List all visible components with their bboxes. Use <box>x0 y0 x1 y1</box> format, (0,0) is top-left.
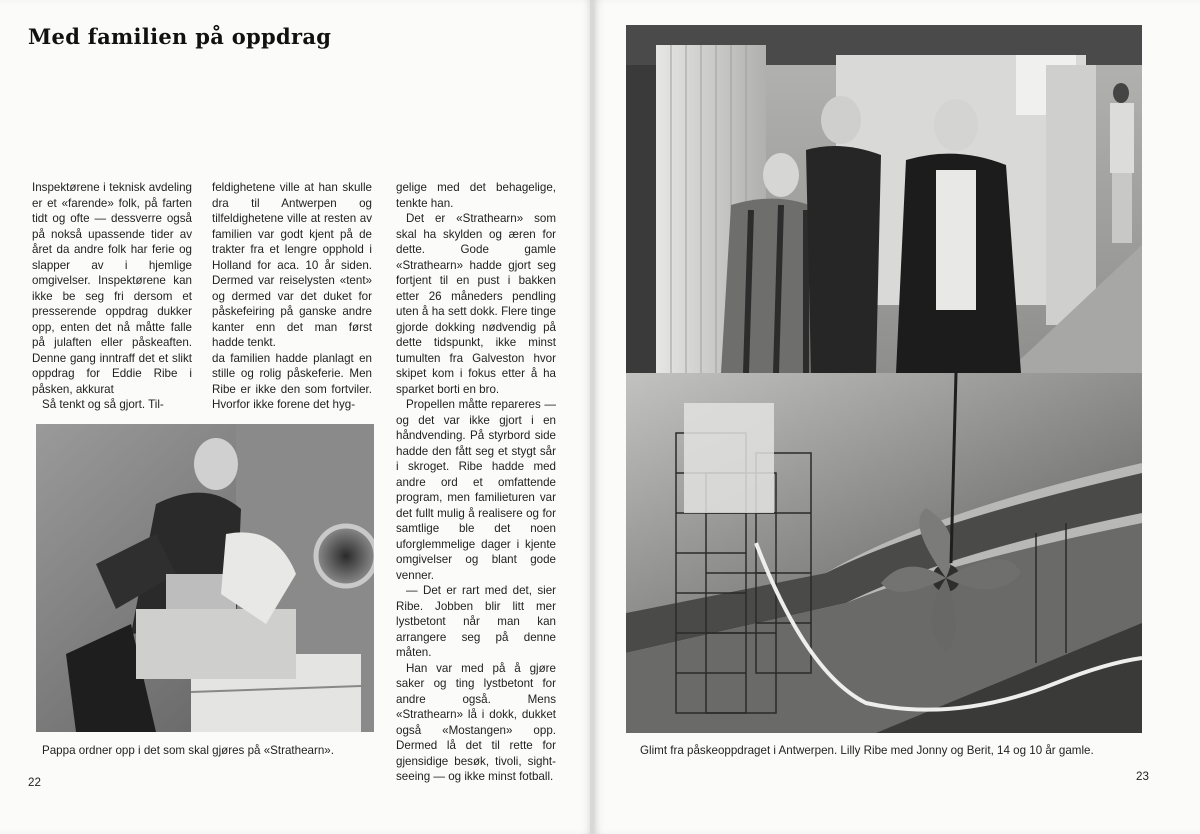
paragraph: Propellen måtte repareres — og det var ikke gjort i en håndvending. På styrbord side hadde den fått seg et stygt sår i skroget. Ribe hadde med andre ord et omfattende program, men familieturen var det fullt mulig å realisere og for samtlige ble det noen uforglemmelige dager i kjente omgivelser og blant gode venner. <box>396 398 556 582</box>
text-column-1 <box>32 180 192 413</box>
text-column-3 <box>396 180 556 785</box>
text-column-2 <box>212 180 372 413</box>
photo-propeller-drydock <box>626 373 1142 733</box>
photo-family-portrait <box>626 25 1142 373</box>
paragraph: da familien hadde planlagt en stille og rolig påskeferie. Men Ribe er ikke den som fortviler. Hvorfor ikke forene det hyg- <box>212 351 372 411</box>
left-page <box>0 0 592 834</box>
paragraph: Så tenkt og så gjort. Til- <box>42 398 164 411</box>
paragraph: gelige med det behagelige, tenkte han. <box>396 181 556 210</box>
photo-caption: Glimt fra påskeoppdraget i Antwerpen. Lilly Ribe med Jonny og Berit, 14 og 10 år gamle. <box>640 744 1094 757</box>
paragraph: Inspektørene i teknisk avdeling er et «farende» folk, på farten tidt og ofte — dessverre også på nokså upassende tider av året da andre folk har ferie og slapper av i hjemlige omgivelser. Inspektørene kan ikke be seg fri dersom et presserende oppdrag dukker opp, enten det nå måtte falle på julaften eller påskeaften. Denne gang inntraff det et slikt oppdrag for Eddie Ribe i påsken, akkurat <box>32 181 192 396</box>
photo-caption: Pappa ordner opp i det som skal gjøres på «Strathearn». <box>42 744 334 757</box>
page-number: 22 <box>28 776 41 789</box>
paragraph: — Det er rart med det, sier Ribe. Jobben blir litt mer lystbetont når man kan arrangere seg på denne måten. <box>396 584 556 659</box>
paragraph: Han var med på å gjøre saker og ting lystbetont for andre også. Mens «Strathearn» lå i dokk, dukket også «Mostangen» opp. Dermed lå det til rette for gjensidige besøk, tivoli, sight-seeing — og ikke minst fotball. <box>396 661 556 783</box>
paragraph: Det er «Strathearn» som skal ha skylden og æren for dette. Gode gamle «Strathearn» hadde gjort seg fortjent til en pust i bakken etter 26 måneders pendling uten å ha sett dokk. Flere tinge gjorde dokking nødvendig på dette tidspunkt, ikke minst tumulten fra Galveston hvor skipet kom i fokus etter å ha sparket borti en bro. <box>396 212 556 396</box>
paragraph: feldighetene ville at han skulle dra til Antwerpen og tilfeldighetene ville at resten av familien var godt kjent på de trakter fra et lengre opphold i Holland for aca. 10 år siden. Dermed var reiselysten «tent» og dermed var det duket for påskefeiring på ganske andre kanter enn det man først hadde tenkt. <box>212 181 372 349</box>
article-title: Med familien på oppdrag <box>28 24 332 49</box>
page-number: 23 <box>1136 770 1149 783</box>
photo-man-with-boxes <box>36 424 374 732</box>
